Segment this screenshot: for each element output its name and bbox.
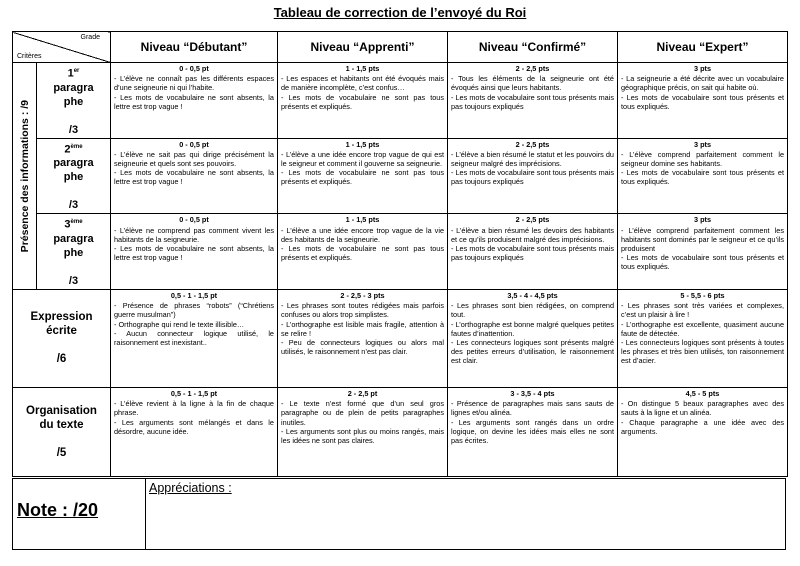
paragraph-1-label: 1er paragra phe /3 [37, 63, 111, 139]
paragraph-2-label: 2ème paragra phe /3 [37, 138, 111, 214]
level-header-confirme: Niveau “Confirmé” [448, 32, 618, 63]
rubric-cell: 3,5 - 4 - 4,5 pts - Les phrases sont bien rédigées, on comprend tout. - L’orthographe est bonne malgré quelques petites fautes d’inattention. - Les connecteurs logiques sont présents malgré des petites erreurs d’utilisation, le raisonnement est clair. [448, 289, 618, 387]
level-header-expert: Niveau “Expert” [618, 32, 788, 63]
expression-row [13, 289, 788, 387]
rubric-cell: 3 pts - L’élève comprend parfaitement comment les habitants sont dominés par le seigneur et ce qu’ils produisent - Les mots de vocabulaire sont tous présents et tous expliqués. [618, 214, 788, 290]
organisation-criterion: Organisation du texte /5 [13, 387, 111, 476]
criteria-label: Critères [17, 53, 42, 60]
rubric-cell: 2 - 2,5 pt - Le texte n’est formé que d’un seul gros paragraphe ou de plein de petits paragraphes inutiles. - Les arguments sont plus ou moins rangés, mais les idées ne sont pas claires. [278, 387, 448, 476]
rubric-cell: 0 - 0,5 pt - L’élève ne sait pas qui dirige précisément la seigneurie et quels sont ses pouvoirs. - Les mots de vocabulaire ne sont absents, la lettre est trop vague ! [111, 138, 278, 214]
rubric-cell: 4,5 - 5 pts - On distingue 5 beaux paragraphes avec des sauts à la ligne et un alinéa. - Chaque paragraphe a une idée avec des arguments. [618, 387, 788, 476]
header-row [13, 32, 788, 63]
rubric-cell: 3 pts - La seigneurie a été décrite avec un vocabulaire géographique précis, on sait qui habite où. - Les mots de vocabulaire sont tous présents et tous expliqués. [618, 63, 788, 139]
paragraph-3-label: 3ème paragra phe /3 [37, 214, 111, 290]
grade-label: Grade [80, 34, 100, 41]
page-title: Tableau de correction de l’envoyé du Roi [273, 5, 527, 20]
presence-row-1 [13, 63, 788, 139]
presence-label: Présence des informations : /9 [18, 99, 31, 253]
rubric-cell: 1 - 1,5 pts - L’élève a une idée encore trop vague de la vie des habitants de la seigneurie. - Les mots de vocabulaire ne sont pas tous présents et expliqués. [278, 214, 448, 290]
correction-table [12, 31, 788, 477]
rubric-cell: 2 - 2,5 - 3 pts - Les phrases sont toutes rédigées mais parfois confuses ou alors trop simplistes. - L’orthographe est lisible mais fragile, attention à se relire ! - Peu de connecteurs logiques ou alors mal utilisés, le raisonnement n’est pas clair. [278, 289, 448, 387]
rubric-cell: 0 - 0,5 pt - L’élève ne connaît pas les différents espaces d’une seigneurie ni qui l’habite. - Les mots de vocabulaire ne sont absents, la lettre est trop vague ! [111, 63, 278, 139]
grade-criteria-corner [13, 32, 111, 63]
level-header-apprenti: Niveau “Apprenti” [278, 32, 448, 63]
rubric-cell: 0,5 - 1 - 1,5 pt - L’élève revient à la ligne à la fin de chaque phrase. - Les arguments sont mélangés et dans le désordre, aucune idée. [111, 387, 278, 476]
rubric-cell: 2 - 2,5 pts - L’élève a bien résumé les devoirs des habitants et ce qu’ils produisent malgré des imprécisions. - Les mots de vocabulaire sont tous présents mais pas toujours expliqués [448, 214, 618, 290]
rubric-cell: 2 - 2,5 pts - Tous les éléments de la seigneurie ont été évoqués ainsi que leurs habitants. - Les mots de vocabulaire sont tous présents mais pas toujours expliqués [448, 63, 618, 139]
rubric-cell: 0 - 0,5 pt - L’élève ne comprend pas comment vivent les habitants de la seigneurie. - Les mots de vocabulaire ne sont absents, la lettre est trop vague ! [111, 214, 278, 290]
rubric-cell: 1 - 1,5 pts - L’élève a une idée encore trop vague de qui est le seigneur et comment il gouverne sa seigneurie. - Les mots de vocabulaire ne sont pas tous présents et expliqués. [278, 138, 448, 214]
presence-row-3 [13, 214, 788, 290]
rubric-cell: 5 - 5,5 - 6 pts - Les phrases sont très variées et complexes, c’est un plaisir à lire ! - L’orthographe est excellente, quasiment aucune faute de détectée. - Les connecteurs logiques sont présents à toutes les phrases et très bien utilisés, ton raisonnement est d’acier. [618, 289, 788, 387]
expression-criterion: Expression écrite /6 [13, 289, 111, 387]
presence-criterion [13, 63, 37, 290]
presence-row-2 [13, 138, 788, 214]
rubric-cell: 3 - 3,5 - 4 pts - Présence de paragraphes mais sans sauts de lignes et/ou alinéa. - Les arguments sont rangés dans un ordre logique, on devine les idées mais elles ne sont pas écrites. [448, 387, 618, 476]
organisation-row [13, 387, 788, 476]
rubric-cell: 3 pts - L’élève comprend parfaitement comment le seigneur domine ses habitants. - Les mots de vocabulaire sont tous présents et tous expliqués. [618, 138, 788, 214]
rubric-cell: 2 - 2,5 pts - L’élève a bien résumé le statut et les pouvoirs du seigneur malgré des imprécisions. - Les mots de vocabulaire sont tous présents mais pas toujours expliqués [448, 138, 618, 214]
note-label: Note : /20 [17, 500, 99, 520]
rubric-cell: 1 - 1,5 pts - Les espaces et habitants ont été évoqués mais de manière incomplète, c’est confus… - Les mots de vocabulaire ne sont pas tous présents et expliqués. [278, 63, 448, 139]
rubric-cell: 0,5 - 1 - 1,5 pt - Présence de phrases “robots” (“Chrétiens guerre musulman”) - Orthographe qui rend le texte illisible… - Aucun connecteur logique utilisé, le raisonnement est inexistant.. [111, 289, 278, 387]
appreciations-label: Appréciations : [149, 481, 232, 495]
note-score-cell [13, 479, 146, 549]
note-box [12, 478, 786, 550]
level-header-debutant: Niveau “Débutant” [111, 32, 278, 63]
